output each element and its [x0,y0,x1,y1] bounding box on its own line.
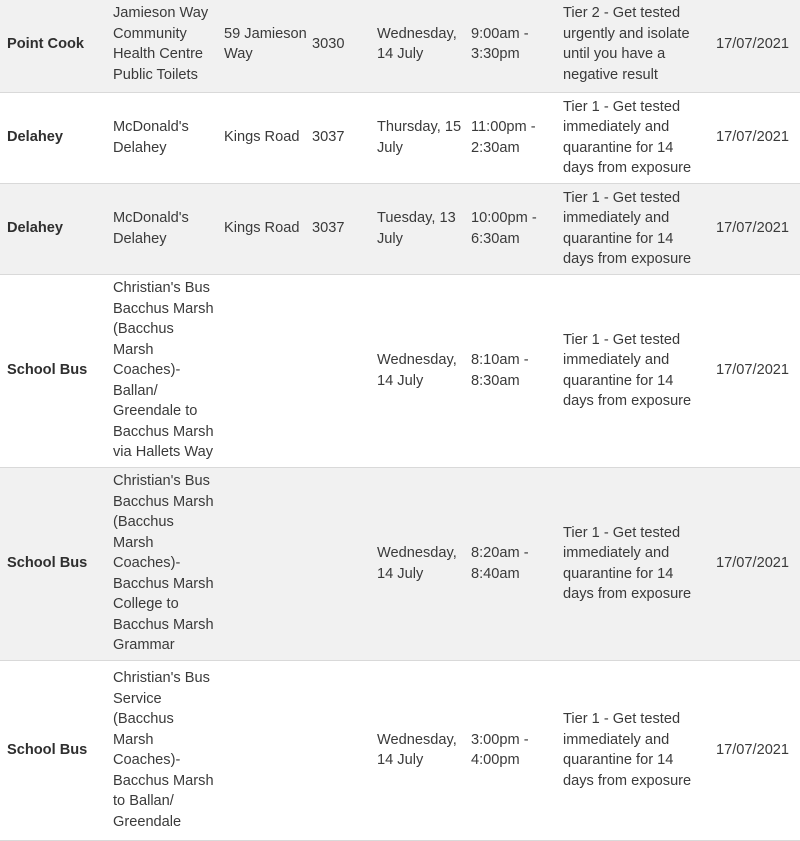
address-cell [224,660,312,840]
exposure-date-line: 14 July [377,565,424,582]
site-line: Coaches)- [113,362,181,379]
exposure-date-cell [377,660,471,840]
health-advice-cell [563,0,716,92]
health-advice-line: quarantine for 14 [563,752,674,768]
postcode-cell [312,183,377,274]
postcode-cell [312,274,377,467]
health-advice-line: quarantine for 14 [563,139,674,156]
postcode-cell [312,467,377,660]
site-cell [113,467,224,660]
exposure-time-line: 8:40am [471,565,520,582]
address-line: Kings Road [224,129,300,146]
suburb-text: School Bus [7,741,88,758]
exposure-date-line: July [377,139,403,156]
table-row [0,467,800,660]
site-line: McDonald's [113,119,189,135]
health-advice-line: Tier 1 - Get tested [563,711,681,727]
health-advice-line: immediately and [563,210,670,226]
date-added-cell [716,660,800,840]
postcode-cell [312,660,377,840]
exposure-date-line: Wednesday, [377,352,457,368]
health-advice-cell [563,183,716,274]
address-cell [224,92,312,183]
site-cell [113,0,224,92]
health-advice-line: quarantine for 14 [563,372,674,389]
health-advice-line: Tier 1 - Get tested [563,98,681,115]
date-added-text: 17/07/2021 [716,741,790,758]
site-line: Bacchus Marsh [113,575,214,592]
site-line: (Bacchus [113,514,174,531]
exposure-date-line: July [377,230,403,247]
suburb-cell [0,467,113,660]
exposure-date-line: 14 July [377,46,424,63]
date-added-text: 17/07/2021 [716,362,790,379]
health-advice-line: Tier 2 - Get tested [563,5,681,22]
health-advice-line: Tier 1 - Get tested [563,331,681,348]
exposure-date-line: 14 July [377,752,424,768]
site-line: Christian's Bus [113,473,210,490]
postcode-cell [312,92,377,183]
site-line: Bacchus Marsh [113,423,214,440]
health-advice-line: days from exposure [563,393,692,409]
site-line: Public Toilets [113,66,198,83]
site-line: Delahey [113,139,167,156]
health-advice-line: urgently and isolate [563,25,690,42]
table-row [0,660,800,840]
exposure-time-line: 8:10am - [471,352,529,368]
site-line: Coaches)- [113,752,181,768]
suburb-text: Point Cook [7,36,85,52]
health-advice-line: negative result [563,66,658,83]
site-line: Coaches)- [113,555,181,572]
health-advice-line: days from exposure [563,160,692,176]
address-cell [224,183,312,274]
suburb-text: Delahey [7,220,63,237]
suburb-cell [0,183,113,274]
site-line: Marsh [113,731,154,748]
table-row [0,274,800,467]
suburb-cell [0,660,113,840]
exposure-date-line: Wednesday, [377,545,457,561]
exposure-time-line: 9:00am - [471,25,529,42]
exposure-date-cell [377,92,471,183]
site-line: Greendale to [113,403,198,420]
site-line: Bacchus Marsh [113,300,214,317]
exposure-date-line: Wednesday, [377,25,457,42]
site-line: Marsh [113,341,154,358]
exposure-date-cell [377,274,471,467]
suburb-cell [0,92,113,183]
table-row [0,0,800,92]
health-advice-line: days from exposure [563,586,692,602]
site-line: via Hallets Way [113,444,214,461]
postcode-text: 3037 [312,129,345,146]
health-advice-cell [563,274,716,467]
health-advice-line: days from exposure [563,772,692,789]
exposure-time-cell [471,467,563,660]
address-line: 59 Jamieson [224,25,307,42]
site-line: Christian's Bus [113,280,210,297]
address-line: Way [224,46,253,63]
exposure-time-cell [471,92,563,183]
health-advice-line: quarantine for 14 [563,230,674,247]
exposure-date-cell [377,0,471,92]
health-advice-line: immediately and [563,119,670,135]
address-cell [224,274,312,467]
site-cell [113,274,224,467]
health-advice-line: immediately and [563,352,670,368]
date-added-cell [716,92,800,183]
postcode-text: 3030 [312,36,345,52]
site-line: Marsh [113,534,154,551]
postcode-text: 3037 [312,220,345,237]
date-added-cell [716,467,800,660]
exposure-time-line: 3:30pm [471,46,520,63]
address-cell [224,0,312,92]
exposure-time-line: 3:00pm - [471,731,529,748]
site-line: Christian's Bus [113,670,210,686]
exposure-time-line: 8:30am [471,372,520,389]
site-line: Bacchus Marsh [113,772,214,789]
suburb-text: School Bus [7,362,88,379]
site-line: Community [113,25,187,42]
exposure-time-line: 4:00pm [471,752,520,768]
site-line: Bacchus Marsh [113,616,214,633]
site-cell [113,92,224,183]
health-advice-line: immediately and [563,545,670,561]
date-added-cell [716,274,800,467]
suburb-cell [0,0,113,92]
address-cell [224,467,312,660]
site-line: Delahey [113,230,167,247]
exposure-time-line: 8:20am - [471,545,529,561]
health-advice-line: until you have a [563,46,666,63]
health-advice-line: immediately and [563,731,670,748]
exposure-time-line: 10:00pm - [471,210,537,226]
suburb-cell [0,274,113,467]
date-added-cell [716,183,800,274]
date-added-text: 17/07/2021 [716,129,790,146]
address-line: Kings Road [224,220,300,237]
site-line: Bacchus Marsh [113,493,214,510]
postcode-cell [312,0,377,92]
suburb-text: School Bus [7,555,88,572]
health-advice-cell [563,467,716,660]
table-row [0,92,800,183]
site-line: Grammar [113,637,175,654]
site-line: Service [113,690,162,707]
exposure-date-line: Tuesday, 13 [377,210,456,226]
date-added-text: 17/07/2021 [716,36,790,52]
site-line: Jamieson Way [113,5,209,22]
exposure-time-line: 6:30am [471,230,520,247]
health-advice-line: days from exposure [563,251,692,267]
site-line: McDonald's [113,210,189,226]
exposure-time-cell [471,0,563,92]
site-line: (Bacchus [113,711,174,727]
date-added-cell [716,0,800,92]
date-added-text: 17/07/2021 [716,555,790,572]
exposure-date-line: Wednesday, [377,731,457,748]
table-row [0,183,800,274]
site-cell [113,660,224,840]
exposure-time-line: 2:30am [471,139,520,156]
site-line: Ballan/ [113,382,158,399]
health-advice-line: Tier 1 - Get tested [563,189,681,206]
exposure-date-line: 14 July [377,372,424,389]
site-line: Health Centre [113,46,204,63]
site-line: (Bacchus [113,321,174,338]
site-line: to Ballan/ [113,793,174,809]
health-advice-cell [563,660,716,840]
health-advice-cell [563,92,716,183]
site-cell [113,183,224,274]
health-advice-line: Tier 1 - Get tested [563,524,681,541]
exposure-time-cell [471,274,563,467]
suburb-text: Delahey [7,129,63,146]
site-line: Greendale [113,813,182,830]
exposure-date-cell [377,467,471,660]
health-advice-line: quarantine for 14 [563,565,674,582]
date-added-text: 17/07/2021 [716,220,790,237]
exposure-date-line: Thursday, 15 [377,119,462,135]
exposure-time-line: 11:00pm - [471,119,536,135]
exposure-time-cell [471,183,563,274]
exposure-time-cell [471,660,563,840]
site-line: College to [113,596,179,613]
exposure-date-cell [377,183,471,274]
